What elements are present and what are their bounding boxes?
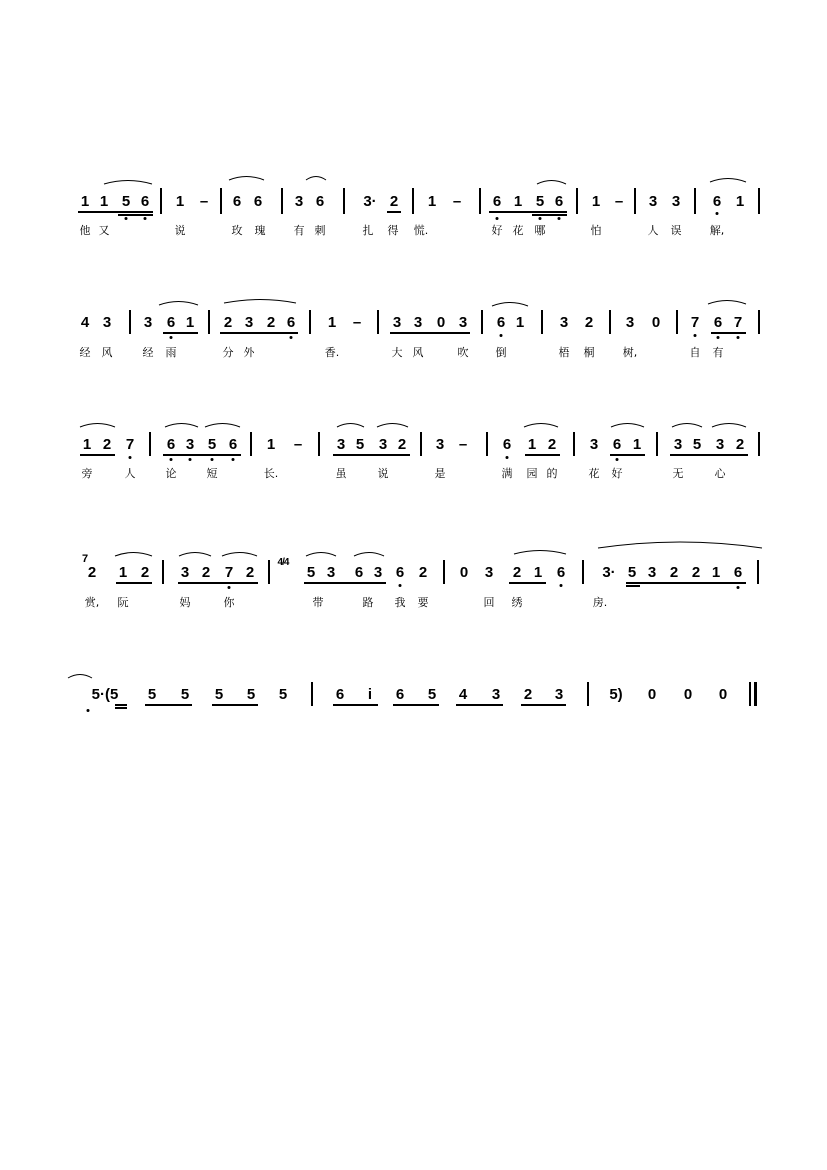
note: 5 bbox=[627, 564, 637, 581]
note: 6 bbox=[166, 436, 176, 453]
barline bbox=[609, 310, 611, 334]
note: 0 bbox=[436, 314, 446, 331]
note: 3 bbox=[378, 436, 388, 453]
note: 1 bbox=[632, 436, 642, 453]
note: 2 bbox=[512, 564, 522, 581]
barline bbox=[162, 560, 164, 584]
beam bbox=[333, 454, 410, 456]
barline bbox=[694, 188, 696, 214]
lyric: 论 bbox=[165, 467, 177, 480]
low-octave-dot bbox=[125, 217, 128, 220]
slur-arc bbox=[104, 181, 152, 185]
lyric: 赏, bbox=[84, 596, 100, 609]
barline bbox=[208, 310, 210, 334]
note: 3 bbox=[559, 314, 569, 331]
barline bbox=[479, 188, 481, 214]
barline bbox=[443, 560, 445, 584]
lyric: 玫 bbox=[231, 224, 243, 237]
note: 2 bbox=[140, 564, 150, 581]
barline bbox=[281, 188, 283, 214]
barline bbox=[576, 188, 578, 214]
barline bbox=[268, 560, 270, 584]
note: 7 bbox=[690, 314, 700, 331]
beam bbox=[390, 332, 470, 334]
lyric: 有 bbox=[712, 346, 724, 359]
note: 6 bbox=[228, 436, 238, 453]
note: 1 bbox=[427, 193, 437, 210]
slur-arc bbox=[492, 303, 528, 307]
beam bbox=[220, 332, 298, 334]
lyric: 慌. bbox=[413, 224, 429, 237]
note: 1 bbox=[99, 193, 109, 210]
slur-arc bbox=[524, 424, 558, 428]
note: 5 bbox=[355, 436, 365, 453]
beam bbox=[163, 332, 198, 334]
lyric: 有 bbox=[293, 224, 305, 237]
lyric: 梧 bbox=[558, 346, 570, 359]
beam bbox=[610, 454, 645, 456]
time-signature-value: 4/4 bbox=[277, 557, 289, 568]
beam bbox=[116, 582, 152, 584]
note: 3 bbox=[435, 436, 445, 453]
note: 2 bbox=[87, 564, 97, 581]
note: 6 bbox=[556, 564, 566, 581]
note: 5) bbox=[609, 686, 623, 703]
lyric: 满 bbox=[501, 467, 513, 480]
lyric: 要 bbox=[417, 596, 429, 609]
note: 1 bbox=[591, 193, 601, 210]
note: 1 bbox=[82, 436, 92, 453]
final-barline-thick bbox=[754, 682, 757, 706]
note: 6 bbox=[253, 193, 263, 210]
slur-arc bbox=[222, 553, 257, 557]
lyric: 园 bbox=[526, 467, 538, 480]
note: 3 bbox=[102, 314, 112, 331]
beam bbox=[78, 211, 153, 213]
note: 1 bbox=[735, 193, 745, 210]
slur-arc bbox=[598, 542, 762, 548]
note: 3 bbox=[625, 314, 635, 331]
lyric: 扎 bbox=[362, 224, 374, 237]
note: 1 bbox=[118, 564, 128, 581]
low-octave-dot bbox=[500, 334, 503, 337]
note: 2 bbox=[669, 564, 679, 581]
barline bbox=[129, 310, 131, 334]
beam bbox=[115, 704, 127, 706]
slur-arc bbox=[306, 553, 336, 557]
note: 2 bbox=[201, 564, 211, 581]
final-barline-thin bbox=[749, 682, 751, 706]
note: 3· bbox=[602, 564, 616, 581]
note: 2 bbox=[735, 436, 745, 453]
barline bbox=[582, 560, 584, 584]
note: 1 bbox=[711, 564, 721, 581]
barline bbox=[318, 432, 320, 456]
beam bbox=[178, 582, 258, 584]
note: 5 bbox=[427, 686, 437, 703]
note: 3 bbox=[336, 436, 346, 453]
note: 3 bbox=[185, 436, 195, 453]
beam bbox=[163, 454, 241, 456]
low-octave-dot bbox=[694, 334, 697, 337]
lyric: 阮 bbox=[117, 596, 129, 609]
low-octave-dot bbox=[87, 709, 90, 712]
slur-arc bbox=[224, 300, 296, 304]
lyric: 解, bbox=[709, 224, 725, 237]
lyric: 人 bbox=[124, 467, 136, 480]
lyric: 刺 bbox=[314, 224, 326, 237]
note: – bbox=[452, 193, 462, 210]
note: 2 bbox=[418, 564, 428, 581]
beam bbox=[670, 454, 748, 456]
note: 2 bbox=[547, 436, 557, 453]
low-octave-dot bbox=[539, 217, 542, 220]
note: 6 bbox=[354, 564, 364, 581]
lyric: 妈 bbox=[179, 596, 191, 609]
note: 2 bbox=[691, 564, 701, 581]
note: 2 bbox=[245, 564, 255, 581]
lyric: 花 bbox=[512, 224, 524, 237]
barline bbox=[220, 188, 222, 214]
low-octave-dot bbox=[737, 336, 740, 339]
lyric: 我 bbox=[394, 596, 406, 609]
beam bbox=[333, 704, 378, 706]
note: i bbox=[367, 686, 373, 703]
beam bbox=[626, 585, 640, 587]
note: – bbox=[293, 436, 303, 453]
note: 6 bbox=[712, 193, 722, 210]
note: 0 bbox=[718, 686, 728, 703]
lyric: 倒 bbox=[495, 346, 507, 359]
slur-arc bbox=[229, 177, 264, 181]
barline bbox=[587, 682, 589, 706]
note: 6 bbox=[733, 564, 743, 581]
note: 3 bbox=[648, 193, 658, 210]
slur-arc bbox=[537, 181, 566, 185]
note: 3 bbox=[491, 686, 501, 703]
note: 6 bbox=[166, 314, 176, 331]
beam bbox=[115, 707, 127, 709]
low-octave-dot bbox=[170, 458, 173, 461]
note: 0 bbox=[647, 686, 657, 703]
note: 1 bbox=[80, 193, 90, 210]
lyric: 误 bbox=[670, 224, 682, 237]
note: 5 bbox=[214, 686, 224, 703]
note: 6 bbox=[315, 193, 325, 210]
barline bbox=[758, 432, 760, 456]
lyric: 长. bbox=[263, 467, 279, 480]
note: 5·(5 bbox=[91, 686, 119, 703]
note: 6 bbox=[232, 193, 242, 210]
note: 6 bbox=[140, 193, 150, 210]
note: 3 bbox=[392, 314, 402, 331]
lyric: 经 bbox=[79, 346, 91, 359]
beam bbox=[509, 582, 546, 584]
slur-arc bbox=[80, 424, 115, 428]
slur-arc bbox=[179, 553, 211, 557]
note: 6 bbox=[395, 564, 405, 581]
barline bbox=[486, 432, 488, 456]
lyric: 得 bbox=[387, 224, 399, 237]
lyric: 你 bbox=[223, 596, 235, 609]
lyric: 经 bbox=[142, 346, 154, 359]
barline bbox=[758, 310, 760, 334]
note: 3 bbox=[671, 193, 681, 210]
note: 6 bbox=[612, 436, 622, 453]
beam bbox=[212, 704, 258, 706]
time-signature bbox=[278, 558, 289, 568]
lyric: 吹 bbox=[457, 346, 469, 359]
slur-arc bbox=[115, 553, 152, 557]
lyric: 分 bbox=[222, 346, 234, 359]
slur-arc bbox=[672, 424, 702, 428]
low-octave-dot bbox=[290, 336, 293, 339]
note: 6 bbox=[502, 436, 512, 453]
slur-arc bbox=[306, 177, 326, 181]
barline bbox=[481, 310, 483, 334]
note: 1 bbox=[185, 314, 195, 331]
lyric: 旁 bbox=[81, 467, 93, 480]
note: 3 bbox=[554, 686, 564, 703]
note: 7 bbox=[224, 564, 234, 581]
note: 2 bbox=[397, 436, 407, 453]
lyric: 说 bbox=[377, 467, 389, 480]
note: 5 bbox=[180, 686, 190, 703]
barline bbox=[311, 682, 313, 706]
lyric: 是 bbox=[434, 467, 446, 480]
lyric: 外 bbox=[243, 346, 255, 359]
note: 1 bbox=[175, 193, 185, 210]
note: 3 bbox=[673, 436, 683, 453]
note: 2 bbox=[223, 314, 233, 331]
note: 3 bbox=[244, 314, 254, 331]
note: 6 bbox=[713, 314, 723, 331]
low-octave-dot bbox=[228, 586, 231, 589]
slur-arc bbox=[165, 424, 198, 428]
beam bbox=[304, 582, 386, 584]
slur-arc bbox=[710, 179, 746, 183]
note: 5 bbox=[692, 436, 702, 453]
low-octave-dot bbox=[717, 336, 720, 339]
beam bbox=[711, 332, 746, 334]
lyric: 无 bbox=[672, 467, 684, 480]
slur-arc bbox=[377, 424, 408, 428]
note: 3 bbox=[294, 193, 304, 210]
note: 1 bbox=[266, 436, 276, 453]
note: 0 bbox=[683, 686, 693, 703]
note: – bbox=[352, 314, 362, 331]
note: 3· bbox=[363, 193, 377, 210]
lyric: 又 bbox=[98, 224, 110, 237]
note: 3 bbox=[647, 564, 657, 581]
barline bbox=[412, 188, 414, 214]
low-octave-dot bbox=[716, 212, 719, 215]
slur-arc bbox=[712, 424, 746, 428]
note: – bbox=[199, 193, 209, 210]
beam bbox=[626, 582, 746, 584]
note: 3 bbox=[143, 314, 153, 331]
beam bbox=[456, 704, 503, 706]
slur-arc bbox=[205, 424, 240, 428]
note: 6 bbox=[335, 686, 345, 703]
lyric: 短 bbox=[206, 467, 218, 480]
low-octave-dot bbox=[129, 456, 132, 459]
lyric: 绣 bbox=[511, 596, 523, 609]
note: 5 bbox=[121, 193, 131, 210]
barline bbox=[656, 432, 658, 456]
barline bbox=[420, 432, 422, 456]
barline bbox=[160, 188, 162, 214]
barline bbox=[309, 310, 311, 334]
beam bbox=[387, 211, 401, 213]
slur-arc bbox=[337, 424, 364, 428]
barline bbox=[758, 188, 760, 214]
lyric: 路 bbox=[362, 596, 374, 609]
note: – bbox=[614, 193, 624, 210]
beam bbox=[521, 704, 566, 706]
note: 6 bbox=[496, 314, 506, 331]
barline bbox=[634, 188, 636, 214]
note: 5 bbox=[535, 193, 545, 210]
note: 6 bbox=[554, 193, 564, 210]
note: 4 bbox=[458, 686, 468, 703]
beam bbox=[532, 214, 567, 216]
lyric: 带 bbox=[312, 596, 324, 609]
beam bbox=[80, 454, 115, 456]
lyric: 瑰 bbox=[254, 224, 266, 237]
note: 3 bbox=[589, 436, 599, 453]
note: 1 bbox=[513, 193, 523, 210]
low-octave-dot bbox=[616, 458, 619, 461]
lyric: 哪 bbox=[534, 224, 546, 237]
lyric: 说 bbox=[174, 224, 186, 237]
barline bbox=[573, 432, 575, 456]
low-octave-dot bbox=[170, 336, 173, 339]
note: 5 bbox=[306, 564, 316, 581]
note: 4 bbox=[80, 314, 90, 331]
beam bbox=[525, 454, 560, 456]
note: 7 bbox=[733, 314, 743, 331]
barline bbox=[757, 560, 759, 584]
note: 3 bbox=[458, 314, 468, 331]
low-octave-dot bbox=[506, 456, 509, 459]
lyric: 大 bbox=[391, 346, 403, 359]
grace-note: 7 bbox=[81, 553, 89, 565]
note: 6 bbox=[395, 686, 405, 703]
slur-arc bbox=[708, 301, 746, 305]
note: 5 bbox=[207, 436, 217, 453]
slur-arc bbox=[611, 424, 644, 428]
barline bbox=[676, 310, 678, 334]
note: 3 bbox=[484, 564, 494, 581]
note: 2 bbox=[584, 314, 594, 331]
lyric: 人 bbox=[647, 224, 659, 237]
barline bbox=[149, 432, 151, 456]
lyric: 好 bbox=[491, 224, 503, 237]
note: 1 bbox=[327, 314, 337, 331]
note: 3 bbox=[180, 564, 190, 581]
beam bbox=[393, 704, 439, 706]
slur-arc bbox=[514, 551, 566, 555]
note: 5 bbox=[278, 686, 288, 703]
lyric: 怕 bbox=[590, 224, 602, 237]
beam bbox=[145, 704, 192, 706]
note: 5 bbox=[147, 686, 157, 703]
note: 1 bbox=[515, 314, 525, 331]
barline bbox=[541, 310, 543, 334]
note: 0 bbox=[651, 314, 661, 331]
note: 5 bbox=[246, 686, 256, 703]
note: 0 bbox=[459, 564, 469, 581]
barline bbox=[343, 188, 345, 214]
note: 6 bbox=[286, 314, 296, 331]
lyric: 树, bbox=[622, 346, 638, 359]
low-octave-dot bbox=[189, 458, 192, 461]
lyric: 回 bbox=[483, 596, 495, 609]
low-octave-dot bbox=[558, 217, 561, 220]
lyric: 风 bbox=[412, 346, 424, 359]
low-octave-dot bbox=[399, 584, 402, 587]
barline bbox=[377, 310, 379, 334]
lyric: 他 bbox=[79, 224, 91, 237]
lyric: 花 bbox=[588, 467, 600, 480]
slur-arc bbox=[159, 302, 198, 306]
lyric: 好 bbox=[611, 467, 623, 480]
note: 3 bbox=[326, 564, 336, 581]
low-octave-dot bbox=[737, 586, 740, 589]
note: 2 bbox=[102, 436, 112, 453]
lyric: 的 bbox=[546, 467, 558, 480]
note: 2 bbox=[389, 193, 399, 210]
note: 6 bbox=[492, 193, 502, 210]
note: 2 bbox=[523, 686, 533, 703]
note: 1 bbox=[533, 564, 543, 581]
lyric: 自 bbox=[689, 346, 701, 359]
note: 1 bbox=[527, 436, 537, 453]
slur-arc bbox=[68, 675, 92, 679]
low-octave-dot bbox=[232, 458, 235, 461]
beam bbox=[118, 214, 153, 216]
note: 3 bbox=[373, 564, 383, 581]
lyric: 雨 bbox=[165, 346, 177, 359]
lyric: 房. bbox=[592, 596, 608, 609]
beam bbox=[489, 211, 567, 213]
note: 7 bbox=[125, 436, 135, 453]
low-octave-dot bbox=[144, 217, 147, 220]
slur-arc bbox=[354, 553, 384, 557]
barline bbox=[250, 432, 252, 456]
lyric: 风 bbox=[101, 346, 113, 359]
lyric: 桐 bbox=[583, 346, 595, 359]
note: 3 bbox=[413, 314, 423, 331]
note: 3 bbox=[715, 436, 725, 453]
lyric: 心 bbox=[714, 467, 726, 480]
low-octave-dot bbox=[496, 217, 499, 220]
note: 2 bbox=[266, 314, 276, 331]
note: – bbox=[458, 436, 468, 453]
lyric: 虽 bbox=[335, 467, 347, 480]
low-octave-dot bbox=[211, 458, 214, 461]
low-octave-dot bbox=[560, 584, 563, 587]
lyric: 香. bbox=[324, 346, 340, 359]
